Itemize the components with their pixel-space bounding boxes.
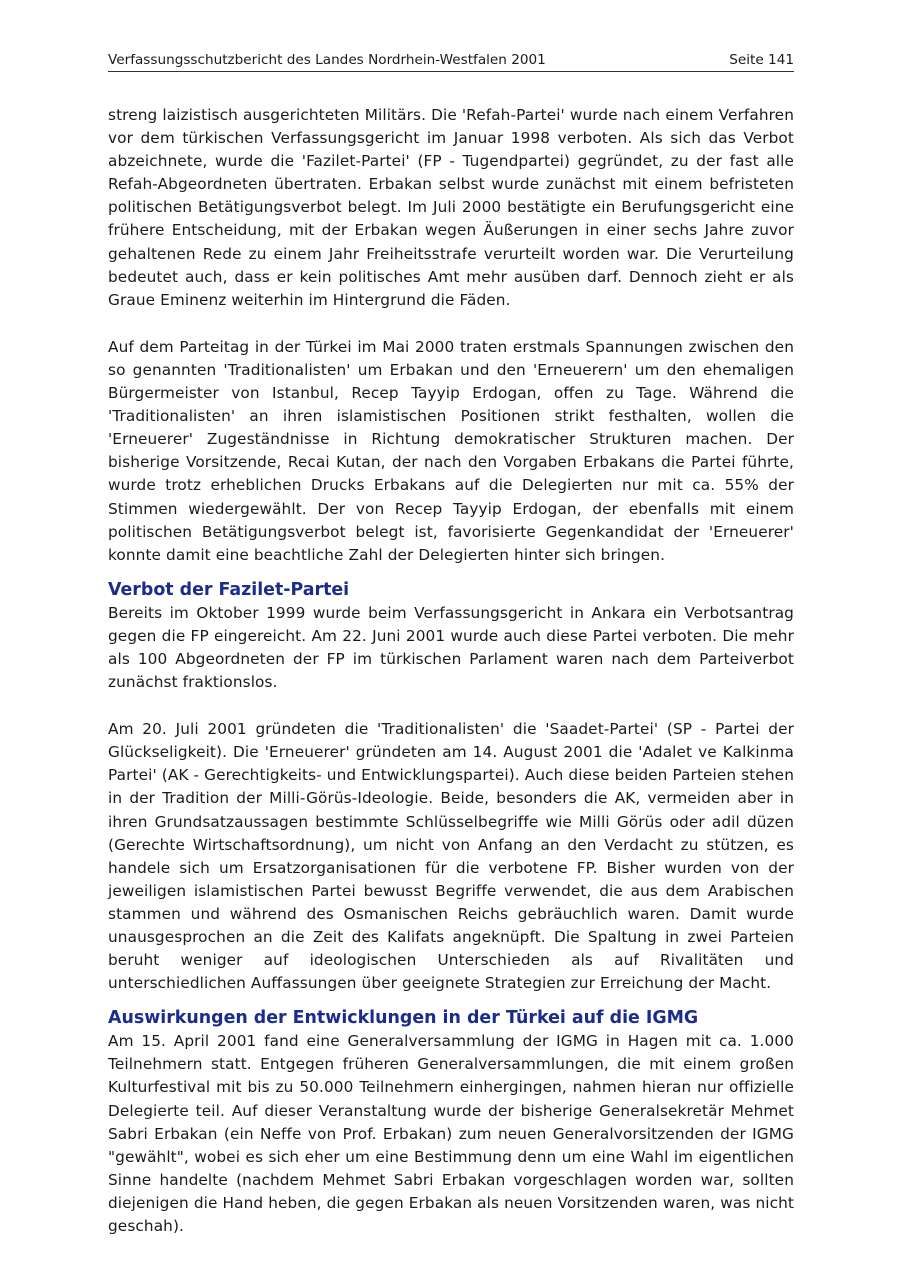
running-header — [108, 50, 794, 72]
page-number: Seite 141 — [729, 52, 794, 68]
body-text — [108, 104, 794, 1238]
paragraph-refah-verbot: streng laizistisch ausgerichteten Militärs. Die 'Refah-Partei' wurde nach einem Verfahren vor dem türkischen Verfassungsgericht im Januar 1998 verboten. Als sich das Verbot abzeichnete, wurde die 'Fazilet-Partei' (FP - Tugendpartei) gegründet, zu der fast alle Refah-Abgeordneten übertraten. Erbakan selbst wurde zunächst mit einem befristeten politischen Betätigungsverbot belegt. Im Juli 2000 bestätigte ein Berufungsgericht eine frühere Entscheidung, mit der Erbakan wegen Äußerungen in einer sechs Jahre zuvor gehaltenen Rede zu einem Jahr Freiheitsstrafe verurteilt worden war. Die Verurteilung bedeutet auch, dass er kein politisches Amt mehr ausüben darf. Dennoch zieht er als Graue Eminenz weiterhin im Hintergrund die Fäden. — [108, 106, 794, 309]
paragraph-parteitag-2000: Auf dem Parteitag in der Türkei im Mai 2000 traten erstmals Spannungen zwischen den so genannten 'Traditionalisten' um Erbakan und den 'Erneuerern' um den ehemaligen Bürgermeister von Istanbul, Recep Tayyip Erdogan, offen zu Tage. Während die 'Traditionalisten' an ihren islamistischen Positionen strikt festhalten, wollen die 'Erneuerer' Zugeständnisse in Richtung demokratischer Strukturen machen. Der bisherige Vorsitzende, Recai Kutan, der nach den Vorgaben Erbakans die Partei führte, wurde trotz erheblichen Drucks Erbakans auf die Delegierten nur mit ca. 55% der Stimmen wiedergewählt. Der von Recep Tayyip Erdogan, der ebenfalls mit einem politischen Betätigungsverbot belegt ist, favorisierte Gegenkandidat der 'Erneuerer' konnte damit eine beachtliche Zahl der Delegierten hinter sich bringen. — [108, 337, 794, 564]
paragraph-neugruendungen: Am 20. Juli 2001 gründeten die 'Traditionalisten' die 'Saadet-Partei' (SP - Partei der Glückseligkeit). Die 'Erneuerer' gründeten am 14. August 2001 die 'Adalet ve Kalkinma Partei' (AK - Gerechtigkeits- und Entwicklungspartei). Auch diese beiden Parteien stehen in der Tradition der Milli-Görüs-Ideologie. Beide, besonders die AK, vermeiden aber in ihren Grundsatzaussagen bestimmte Schlüsselbegriffe wie Milli Görüs oder adil düzen (Gerechte Wirtschaftsordnung), um nicht von Anfang an den Verdacht zu stützen, es handele sich um Ersatzorganisationen für die verbotene FP. Bisher wurden von der jeweiligen islamistischen Partei bewusst Begriffe verwendet, die aus dem Arabischen stammen und während des Osmanischen Reichs gebräuchlich waren. Damit wurde unausgesprochen an die Zeit des Kalifats angeknüpft. Die Spaltung in zwei Parteien beruht weniger auf ideologischen Unterschieden als auf Rivalitäten und unterschiedlichen Auffassungen über geeignete Strategien zur Erreichung der Macht. — [108, 720, 794, 993]
document-title: Verfassungsschutzbericht des Landes Nordrhein-Westfalen 2001 — [108, 52, 546, 68]
document-page — [108, 50, 794, 1238]
section-heading-igmg-auswirkungen: Auswirkungen der Entwicklungen in der Türkei auf die IGMG — [108, 1008, 699, 1029]
section-heading-fazilet-verbot: Verbot der Fazilet-Partei — [108, 579, 350, 600]
paragraph-generalversammlung: Am 15. April 2001 fand eine Generalversammlung der IGMG in Hagen mit ca. 1.000 Teilnehmern statt. Entgegen früheren Generalversammlungen, die mit einem großen Kulturfestival mit bis zu 50.000 Teilnehmern einhergingen, nahmen hieran nur offizielle Delegierte teil. Auf dieser Veranstaltung wurde der bisherige Generalsekretär Mehmet Sabri Erbakan (ein Neffe von Prof. Erbakan) zum neuen Generalvorsitzenden der IGMG "gewählt", wobei es sich eher um eine Bestimmung denn um eine Wahl im eigentlichen Sinne handelte (nachdem Mehmet Sabri Erbakan vorgeschlagen worden war, sollten diejenigen die Hand heben, die gegen Erbakan als neuen Vorsitzenden waren, was nicht geschah). — [108, 1032, 794, 1236]
paragraph-fp-verbot: Bereits im Oktober 1999 wurde beim Verfassungsgericht in Ankara ein Verbotsantrag gegen die FP eingereicht. Am 22. Juni 2001 wurde auch diese Partei verboten. Die mehr als 100 Abgeordneten der FP im türkischen Parlament waren nach dem Parteiverbot zunächst fraktionslos. — [108, 603, 794, 692]
